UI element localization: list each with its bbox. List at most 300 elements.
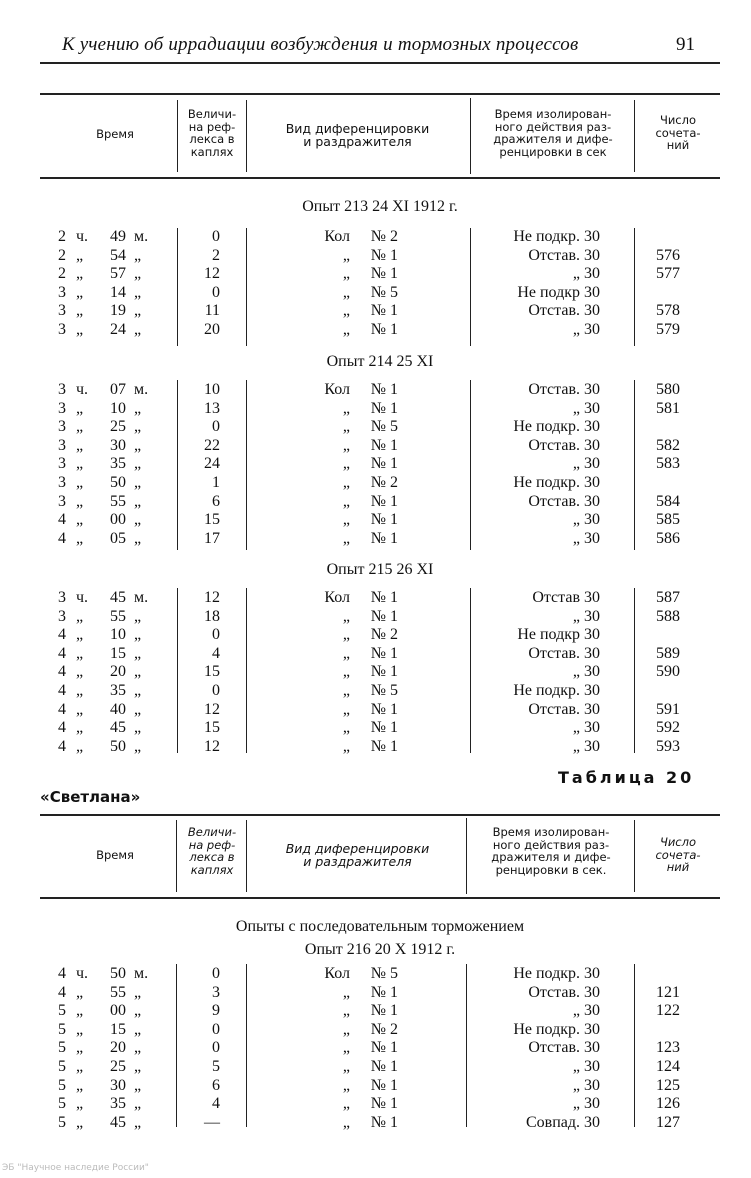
stimulus-number: № 1 — [370, 737, 398, 755]
reflex-value: 0 — [212, 965, 220, 982]
hour-unit: „ — [76, 492, 84, 510]
isolation-label: „ — [572, 455, 580, 473]
reflex-value: 3 — [212, 983, 220, 1001]
hour-unit: „ — [76, 1076, 84, 1094]
column-divider — [634, 100, 635, 172]
stimulus-number: № 1 — [370, 321, 398, 338]
isolation-label: Отстав. — [528, 700, 580, 718]
col-header-count — [636, 836, 720, 874]
minute: 50 — [110, 965, 126, 982]
table-header-bottom-rule — [40, 177, 720, 179]
minute: 25 — [110, 418, 126, 436]
isolation-label: Отстав. — [528, 644, 580, 662]
hour: 4 — [58, 700, 66, 718]
reflex-value: 4 — [212, 1095, 220, 1113]
table-row — [0, 1001, 751, 1020]
isolation-label: „ — [572, 607, 580, 625]
minute: 20 — [110, 1039, 126, 1057]
table-row — [0, 625, 751, 644]
stimulus-prefix: „ — [342, 1113, 350, 1131]
hour-unit: „ — [76, 1039, 84, 1057]
stimulus-prefix: „ — [342, 737, 350, 755]
header-line: ного действия раз- — [494, 119, 612, 134]
header-rule — [40, 62, 720, 64]
header-line: каплях — [190, 144, 234, 159]
stimulus-prefix: „ — [342, 321, 350, 338]
reflex-value: 10 — [204, 381, 220, 398]
header-line: ренцировки в сек. — [495, 862, 607, 877]
reflex-value: 0 — [212, 1039, 220, 1057]
table-row — [0, 662, 751, 681]
isolation-label: „ — [572, 1076, 580, 1094]
isolation-seconds: 30 — [584, 455, 600, 473]
minute: 45 — [110, 1113, 126, 1131]
combination-count: 592 — [656, 719, 680, 737]
table-row — [0, 492, 751, 511]
minute-unit: „ — [134, 1058, 142, 1075]
isolation-label: „ — [572, 737, 580, 755]
minute-unit: „ — [134, 1002, 142, 1020]
hour-unit: ч. — [76, 965, 89, 982]
isolation-seconds: 30 — [584, 1002, 600, 1020]
minute: 35 — [110, 682, 126, 699]
minute: 10 — [110, 399, 126, 417]
header-line: сочета- — [655, 125, 701, 140]
isolation-label: „ — [572, 719, 580, 737]
stimulus-number: № 1 — [370, 983, 398, 1001]
hour: 3 — [58, 302, 66, 320]
table-top-rule — [40, 814, 720, 816]
table-row — [0, 644, 751, 663]
minute: 45 — [110, 589, 126, 606]
isolation-seconds: 30 — [584, 589, 600, 606]
experiment-title: Опыт 215 26 XI — [326, 561, 434, 578]
stimulus-prefix: „ — [342, 1076, 350, 1094]
hour: 4 — [58, 737, 66, 755]
page-number: 91 — [676, 34, 695, 55]
minute: 15 — [110, 1020, 126, 1038]
isolation-seconds: 30 — [584, 1113, 600, 1131]
table-label: Таблица 20 — [558, 768, 695, 787]
stimulus-prefix: „ — [342, 511, 350, 529]
table-row — [0, 1094, 751, 1113]
header-line: и раздражителя — [303, 134, 412, 149]
stimulus-prefix: „ — [342, 302, 350, 320]
stimulus-number: № 5 — [370, 965, 398, 982]
hour: 2 — [58, 228, 66, 245]
table-row — [0, 1076, 751, 1095]
stimulus-prefix: „ — [342, 399, 350, 417]
minute-unit: „ — [134, 265, 142, 283]
combination-count: 593 — [656, 737, 680, 755]
stimulus-number: № 1 — [370, 1058, 398, 1075]
table-row — [0, 964, 751, 983]
minute-unit: „ — [134, 283, 142, 301]
header-line: Время изолирован- — [494, 107, 612, 121]
minute-unit: „ — [134, 983, 142, 1001]
minute-unit: „ — [134, 607, 142, 625]
isolation-label: „ — [572, 511, 580, 529]
reflex-value: 5 — [212, 1058, 220, 1075]
stimulus-number: № 1 — [370, 246, 398, 264]
hour: 5 — [58, 1039, 66, 1057]
table-row — [0, 1020, 751, 1039]
stimulus-prefix: „ — [342, 246, 350, 264]
isolation-label: Отстав. — [528, 381, 580, 398]
hour-unit: „ — [76, 455, 84, 473]
stimulus-number: № 1 — [370, 455, 398, 473]
minute: 10 — [110, 626, 126, 644]
stimulus-number: № 1 — [370, 381, 398, 398]
isolation-seconds: 30 — [584, 246, 600, 264]
combination-count: 579 — [656, 321, 680, 338]
col-header-isolated-time — [474, 108, 632, 158]
col-header-differentiation — [250, 122, 465, 148]
isolation-label: Отстав. — [528, 436, 580, 454]
hour-unit: „ — [76, 529, 84, 547]
stimulus-prefix: „ — [342, 418, 350, 436]
minute-unit: „ — [134, 1095, 142, 1113]
minute: 55 — [110, 492, 126, 510]
minute: 50 — [110, 474, 126, 491]
minute-unit: „ — [134, 321, 142, 338]
hour: 4 — [58, 663, 66, 681]
running-title: К учению об иррадиации возбуждения и тормозных процессов — [62, 34, 579, 55]
reflex-value: 0 — [212, 1020, 220, 1038]
combination-count: 585 — [656, 511, 680, 529]
hour: 4 — [58, 719, 66, 737]
isolation-label: Не подкр. — [513, 682, 580, 699]
column-divider — [176, 820, 177, 892]
minute: 25 — [110, 1058, 126, 1075]
hour: 4 — [58, 983, 66, 1001]
hour-unit: „ — [76, 302, 84, 320]
table-row — [0, 283, 751, 302]
hour-unit: „ — [76, 246, 84, 264]
hour: 3 — [58, 492, 66, 510]
reflex-value: 20 — [204, 321, 220, 338]
column-divider — [246, 820, 247, 892]
isolation-seconds: 30 — [584, 228, 600, 245]
hour: 4 — [58, 965, 66, 982]
stimulus-prefix: „ — [342, 1039, 350, 1057]
minute-unit: „ — [134, 474, 142, 491]
isolation-label: Не подкр. — [513, 418, 580, 436]
stimulus-number: № 5 — [370, 283, 398, 301]
combination-count: 121 — [656, 983, 680, 1001]
hour: 5 — [58, 1020, 66, 1038]
isolation-seconds: 30 — [584, 1095, 600, 1113]
header-line: дражителя и дифе- — [493, 132, 613, 146]
col-header-count — [636, 114, 720, 152]
stimulus-prefix: Кол — [324, 381, 350, 398]
reflex-value: 0 — [212, 228, 220, 245]
minute-unit: „ — [134, 529, 142, 547]
reflex-value: 11 — [204, 302, 220, 320]
minute-unit: „ — [134, 246, 142, 264]
hour: 5 — [58, 1113, 66, 1131]
hour: 3 — [58, 283, 66, 301]
isolation-label: Отстав — [532, 589, 580, 606]
minute: 45 — [110, 719, 126, 737]
hour: 3 — [58, 436, 66, 454]
combination-count: 123 — [656, 1039, 680, 1057]
header-line: на реф- — [188, 119, 236, 134]
stimulus-number: № 1 — [370, 663, 398, 681]
isolation-label: „ — [572, 1002, 580, 1020]
stimulus-number: № 2 — [370, 474, 398, 491]
column-divider — [634, 820, 635, 892]
isolation-label: „ — [572, 529, 580, 547]
hour: 3 — [58, 455, 66, 473]
combination-count: 586 — [656, 529, 680, 547]
minute: 30 — [110, 1076, 126, 1094]
stimulus-number: № 1 — [370, 1076, 398, 1094]
header-line: ного действия раз- — [492, 837, 610, 852]
header-line: лекса в — [189, 850, 235, 864]
isolation-seconds: 30 — [584, 265, 600, 283]
minute-unit: „ — [134, 1113, 142, 1131]
col-header-differentiation — [250, 842, 465, 868]
hour-unit: „ — [76, 418, 84, 436]
minute-unit: „ — [134, 719, 142, 737]
hour-unit: „ — [76, 607, 84, 625]
hour-unit: „ — [76, 663, 84, 681]
header-line: Время изолирован- — [492, 825, 610, 839]
combination-count: 583 — [656, 455, 680, 473]
combination-count: 587 — [656, 589, 680, 606]
isolation-label: Не подкр. — [513, 474, 580, 491]
combination-count: 122 — [656, 1002, 680, 1020]
hour-unit: „ — [76, 1020, 84, 1038]
minute-unit: „ — [134, 302, 142, 320]
hour: 3 — [58, 474, 66, 491]
hour-unit: „ — [76, 283, 84, 301]
hour-unit: ч. — [76, 381, 89, 398]
isolation-label: Отстав. — [528, 492, 580, 510]
minute-unit: м. — [134, 228, 149, 245]
stimulus-prefix: „ — [342, 700, 350, 718]
stimulus-number: № 1 — [370, 719, 398, 737]
isolation-seconds: 30 — [584, 700, 600, 718]
stimulus-number: № 1 — [370, 1039, 398, 1057]
col-header-reflex — [180, 108, 244, 158]
reflex-value: 12 — [204, 700, 220, 718]
header-line: сочета- — [655, 847, 701, 862]
reflex-value: 0 — [212, 283, 220, 301]
header-line: Число — [659, 113, 697, 127]
isolation-seconds: 30 — [584, 1039, 600, 1057]
stimulus-prefix: „ — [342, 983, 350, 1001]
isolation-seconds: 30 — [584, 436, 600, 454]
minute: 35 — [110, 1095, 126, 1113]
minute-unit: „ — [134, 644, 142, 662]
combination-count: 582 — [656, 436, 680, 454]
minute: 35 — [110, 455, 126, 473]
combination-count: 584 — [656, 492, 680, 510]
hour: 5 — [58, 1002, 66, 1020]
hour-unit: „ — [76, 474, 84, 491]
stimulus-number: № 1 — [370, 1002, 398, 1020]
isolation-seconds: 30 — [584, 474, 600, 491]
minute: 24 — [110, 321, 126, 338]
stimulus-prefix: „ — [342, 1002, 350, 1020]
reflex-value: 6 — [212, 492, 220, 510]
header-line: Вид диференцировки — [285, 841, 430, 856]
header-line: ний — [666, 138, 690, 152]
header-line: и раздражителя — [303, 854, 412, 869]
combination-count: 589 — [656, 644, 680, 662]
stimulus-prefix: „ — [342, 644, 350, 662]
hour: 4 — [58, 529, 66, 547]
minute: 19 — [110, 302, 126, 320]
stimulus-prefix: „ — [342, 474, 350, 491]
header-line: на реф- — [188, 837, 236, 852]
minute-unit: „ — [134, 511, 142, 529]
isolation-label: „ — [572, 399, 580, 417]
stimulus-number: № 1 — [370, 399, 398, 417]
stimulus-number: № 2 — [370, 228, 398, 245]
stimulus-number: № 1 — [370, 511, 398, 529]
table-row — [0, 588, 751, 607]
isolation-label: „ — [572, 1095, 580, 1113]
reflex-value: 4 — [212, 644, 220, 662]
minute: 15 — [110, 644, 126, 662]
reflex-value: 12 — [204, 737, 220, 755]
isolation-label: Не подкр. — [513, 965, 580, 982]
hour-unit: „ — [76, 644, 84, 662]
table-row — [0, 473, 751, 492]
minute: 55 — [110, 983, 126, 1001]
reflex-value: 17 — [204, 529, 220, 547]
combination-count: 576 — [656, 246, 680, 264]
hour-unit: „ — [76, 719, 84, 737]
hour: 4 — [58, 682, 66, 699]
isolation-seconds: 30 — [584, 321, 600, 338]
table-row — [0, 380, 751, 399]
col-header-time: Время — [96, 848, 134, 862]
minute: 00 — [110, 511, 126, 529]
hour-unit: „ — [76, 1002, 84, 1020]
minute-unit: „ — [134, 1076, 142, 1094]
isolation-seconds: 30 — [584, 492, 600, 510]
combination-count: 590 — [656, 663, 680, 681]
minute: 05 — [110, 529, 126, 547]
stimulus-prefix: „ — [342, 1095, 350, 1113]
stimulus-prefix: „ — [342, 626, 350, 644]
stimulus-number: № 1 — [370, 302, 398, 320]
isolation-label: Отстав. — [528, 983, 580, 1001]
stimulus-number: № 1 — [370, 436, 398, 454]
table-row — [0, 417, 751, 436]
isolation-seconds: 30 — [584, 283, 600, 301]
reflex-value: 24 — [204, 455, 220, 473]
hour: 3 — [58, 589, 66, 606]
table-row — [0, 227, 751, 246]
table-row — [0, 320, 751, 339]
stimulus-prefix: „ — [342, 1058, 350, 1075]
isolation-seconds: 30 — [584, 399, 600, 417]
minute-unit: „ — [134, 455, 142, 473]
minute-unit: м. — [134, 589, 149, 606]
isolation-label: „ — [572, 663, 580, 681]
minute-unit: „ — [134, 626, 142, 644]
table-row — [0, 983, 751, 1002]
stimulus-number: № 2 — [370, 626, 398, 644]
minute-unit: м. — [134, 381, 149, 398]
hour-unit: „ — [76, 983, 84, 1001]
reflex-value: 9 — [212, 1002, 220, 1020]
reflex-value: 15 — [204, 719, 220, 737]
column-divider — [246, 100, 247, 172]
table-row — [0, 1038, 751, 1057]
reflex-value: 6 — [212, 1076, 220, 1094]
col-header-time: Время — [96, 127, 134, 141]
combination-count: 124 — [656, 1058, 680, 1075]
isolation-seconds: 30 — [584, 529, 600, 547]
hour-unit: „ — [76, 700, 84, 718]
reflex-value: 0 — [212, 626, 220, 644]
table-row — [0, 510, 751, 529]
hour: 3 — [58, 381, 66, 398]
reflex-value: 22 — [204, 436, 220, 454]
stimulus-prefix: „ — [342, 663, 350, 681]
minute: 07 — [110, 381, 126, 398]
minute: 14 — [110, 283, 126, 301]
header-line: Величи- — [187, 107, 237, 121]
hour-unit: „ — [76, 399, 84, 417]
isolation-seconds: 30 — [584, 663, 600, 681]
isolation-seconds: 30 — [584, 607, 600, 625]
stimulus-prefix: „ — [342, 492, 350, 510]
dog-name: «Светлана» — [40, 788, 141, 806]
stimulus-number: № 5 — [370, 418, 398, 436]
hour-unit: „ — [76, 626, 84, 644]
header-line: лекса в — [189, 132, 235, 146]
header-line: ний — [666, 860, 690, 874]
minute: 40 — [110, 700, 126, 718]
reflex-value: 12 — [204, 265, 220, 283]
stimulus-number: № 2 — [370, 1020, 398, 1038]
minute: 50 — [110, 737, 126, 755]
section-subtitle: Опыты с последовательным торможением — [235, 918, 525, 935]
table-row — [0, 681, 751, 700]
table-row — [0, 264, 751, 283]
isolation-seconds: 30 — [584, 983, 600, 1001]
combination-count: 588 — [656, 607, 680, 625]
hour-unit: „ — [76, 436, 84, 454]
minute-unit: „ — [134, 492, 142, 510]
isolation-seconds: 30 — [584, 965, 600, 982]
minute-unit: „ — [134, 700, 142, 718]
table-row — [0, 1057, 751, 1076]
hour: 2 — [58, 246, 66, 264]
hour: 3 — [58, 607, 66, 625]
combination-count: 125 — [656, 1076, 680, 1094]
stimulus-prefix: Кол — [324, 589, 350, 606]
stimulus-number: № 1 — [370, 1095, 398, 1113]
isolation-label: Совпад. — [525, 1113, 580, 1131]
minute-unit: „ — [134, 436, 142, 454]
reflex-value: — — [204, 1113, 220, 1131]
column-divider — [470, 98, 471, 174]
minute: 00 — [110, 1002, 126, 1020]
isolation-seconds: 30 — [584, 737, 600, 755]
combination-count: 127 — [656, 1113, 680, 1131]
table-row — [0, 436, 751, 455]
hour: 4 — [58, 511, 66, 529]
minute: 57 — [110, 265, 126, 283]
